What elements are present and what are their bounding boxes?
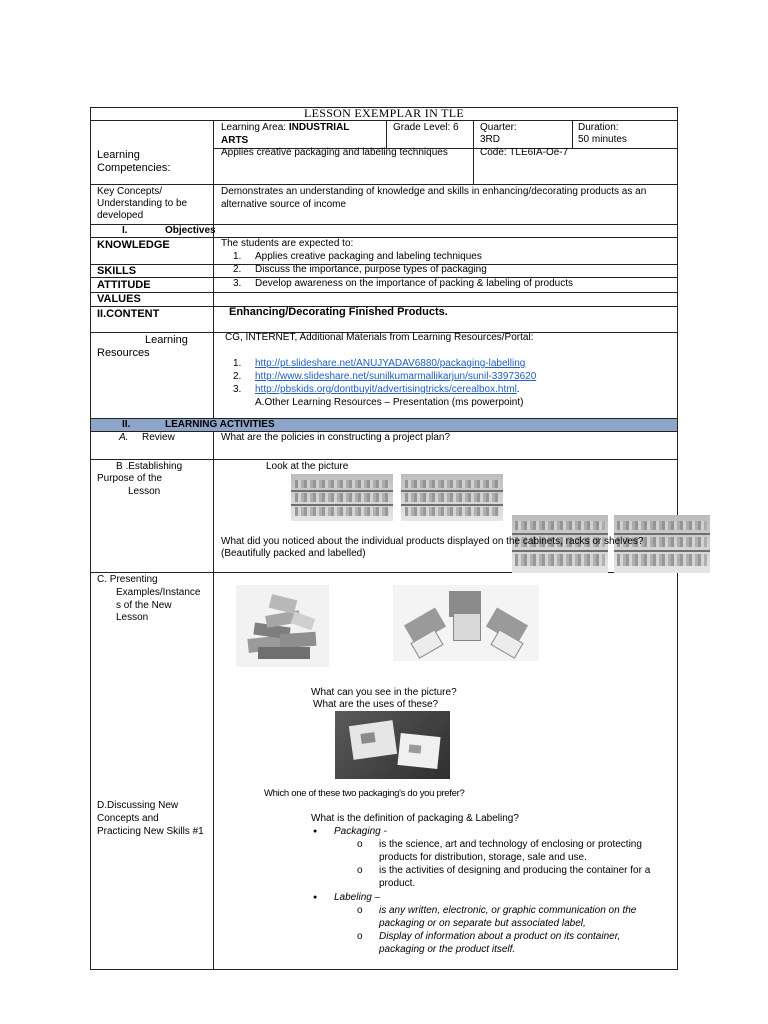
learning-area-value-2: ARTS <box>221 135 249 146</box>
supermarket-photo-2 <box>401 474 503 521</box>
objectives-heading: Objectives <box>165 225 216 236</box>
learning-area-value: INDUSTRIAL <box>288 122 350 133</box>
competencies-label: Learning <box>97 149 140 161</box>
resource-link-3-suffix: . <box>516 384 520 395</box>
duration-label: Duration: <box>578 122 619 133</box>
resource-link-3[interactable]: http://pbskids.org/dontbuyit/advertisingtricks/cerealbox.html <box>255 384 517 395</box>
c-label: C. Presenting <box>97 574 158 585</box>
key-concepts-label-2: Understanding to be <box>97 198 188 209</box>
labeling-term: Labeling – <box>334 892 381 903</box>
resource-link-1[interactable]: http://pt.slideshare.net/ANUJYADAV6880/packaging-labelling <box>255 358 526 369</box>
link-num-3: 3. <box>233 384 242 395</box>
d-label: D.Discussing New <box>97 800 179 811</box>
values-label: VALUES <box>97 293 141 305</box>
b-label: B .Establishing <box>116 461 183 472</box>
attitude-label: ATTITUDE <box>97 279 151 291</box>
resource-link-2[interactable]: http://www.slideshare.net/sunilkumarmallikarjun/sunil-33973620 <box>255 371 537 382</box>
packaging-term: Packaging - <box>334 826 387 837</box>
b-question: What did you noticed about the individual products displayed on the cabinets, racks or shelves? <box>221 536 644 547</box>
resources-label-2: Resources <box>97 347 150 359</box>
two-packages-photo <box>335 711 450 779</box>
content-text: Enhancing/Decorating Finished Products. <box>229 306 448 318</box>
review-letter: A. <box>119 432 129 443</box>
review-text: What are the policies in constructing a project plan? <box>221 432 451 443</box>
b-label-2: Purpose of the <box>97 473 163 484</box>
knowledge-label: KNOWLEDGE <box>97 239 170 251</box>
objectives-intro: The students are expected to: <box>221 238 354 249</box>
activities-number: II. <box>122 419 131 430</box>
objective-text-2: Discuss the importance, purpose types of packaging <box>255 264 487 275</box>
skills-label: SKILLS <box>97 265 137 277</box>
d-label-2: Concepts and <box>97 813 159 824</box>
objective-num-2: 2. <box>233 264 242 275</box>
duration-value: 50 minutes <box>578 134 627 145</box>
packaging-def-1b: products for distribution, storage, sale and use. <box>379 852 587 863</box>
resource-link-3-wrap <box>255 384 520 397</box>
page-title: LESSON EXEMPLAR IN TLE <box>303 106 465 120</box>
box-stack-photo <box>236 585 329 667</box>
objectives-number: I. <box>122 225 128 236</box>
c-question-3: Which one of these two packaging's do you prefer? <box>264 788 465 799</box>
d-label-3: Practicing New Skills #1 <box>97 826 204 837</box>
quarter-label: Quarter: <box>480 122 517 133</box>
packaging-sub-2: o <box>357 865 363 876</box>
b-label-3: Lesson <box>128 486 161 497</box>
packaging-def-1: is the science, art and technology of enclosing or protecting <box>379 839 642 850</box>
key-concepts-label-3: developed <box>97 210 144 221</box>
open-boxes-photo <box>393 585 539 661</box>
competencies-label-2: Competencies: <box>97 162 171 174</box>
objective-num-3: 3. <box>233 278 242 289</box>
objective-text-1: Applies creative packaging and labeling techniques <box>255 251 482 262</box>
packaging-def-2: is the activities of designing and producing the container for a <box>379 865 651 876</box>
resources-intro: CG, INTERNET, Additional Materials from Learning Resources/Portal: <box>225 332 534 343</box>
link-num-2: 2. <box>233 371 242 382</box>
supermarket-photo-1 <box>291 474 393 521</box>
labeling-sub-1: o <box>357 905 363 916</box>
c-label-2: Examples/Instance <box>116 587 201 598</box>
labeling-def-1b: packaging or on separate but associated label, <box>379 918 586 929</box>
review-label: Review <box>142 432 175 443</box>
objective-text-3: Develop awareness on the importance of packing & labeling of products <box>255 278 573 289</box>
link-num-1: 1. <box>233 358 242 369</box>
key-concepts-label: Key Concepts/ <box>97 186 163 197</box>
packaging-def-2b: product. <box>379 878 416 889</box>
quarter-value: 3RD <box>480 134 501 145</box>
grade-level: Grade Level: 6 <box>393 122 459 133</box>
key-concepts-text: Demonstrates an understanding of knowledge and skills in enhancing/decorating products as an alternative source of income <box>221 186 647 210</box>
c-label-3: s of the New <box>116 600 172 611</box>
competencies-text: Applies creative packaging and labeling techniques <box>221 147 448 158</box>
d-question: What is the definition of packaging & Labeling? <box>311 813 519 824</box>
b-answer: (Beautifully packed and labelled) <box>221 548 366 559</box>
other-resources: A.Other Learning Resources – Presentation (ms powerpoint) <box>255 397 524 408</box>
packaging-sub-1: o <box>357 839 363 850</box>
labeling-def-1: is any written, electronic, or graphic communication on the <box>379 905 637 916</box>
content-label: II.CONTENT <box>97 308 160 320</box>
labeling-bullet: ● <box>313 894 318 901</box>
packaging-bullet: ● <box>313 828 318 835</box>
c-question-2: What are the uses of these? <box>313 699 439 710</box>
labeling-def-2b: packaging or the product itself. <box>379 944 516 955</box>
objective-num-1: 1. <box>233 251 242 262</box>
resources-label: Learning <box>145 334 188 346</box>
labeling-def-2: Display of information about a product on its container, <box>379 931 621 942</box>
labeling-sub-2: o <box>357 931 363 942</box>
learning-area-label: Learning Area: INDUSTRIAL <box>221 122 350 133</box>
activities-heading: LEARNING ACTIVITIES <box>165 419 275 430</box>
c-label-4: Lesson <box>116 612 149 623</box>
c-question-1: What can you see in the picture? <box>311 687 457 698</box>
competencies-code: Code: TLE6IA-Oe-7 <box>480 147 569 158</box>
b-look-text: Look at the picture <box>266 461 349 472</box>
